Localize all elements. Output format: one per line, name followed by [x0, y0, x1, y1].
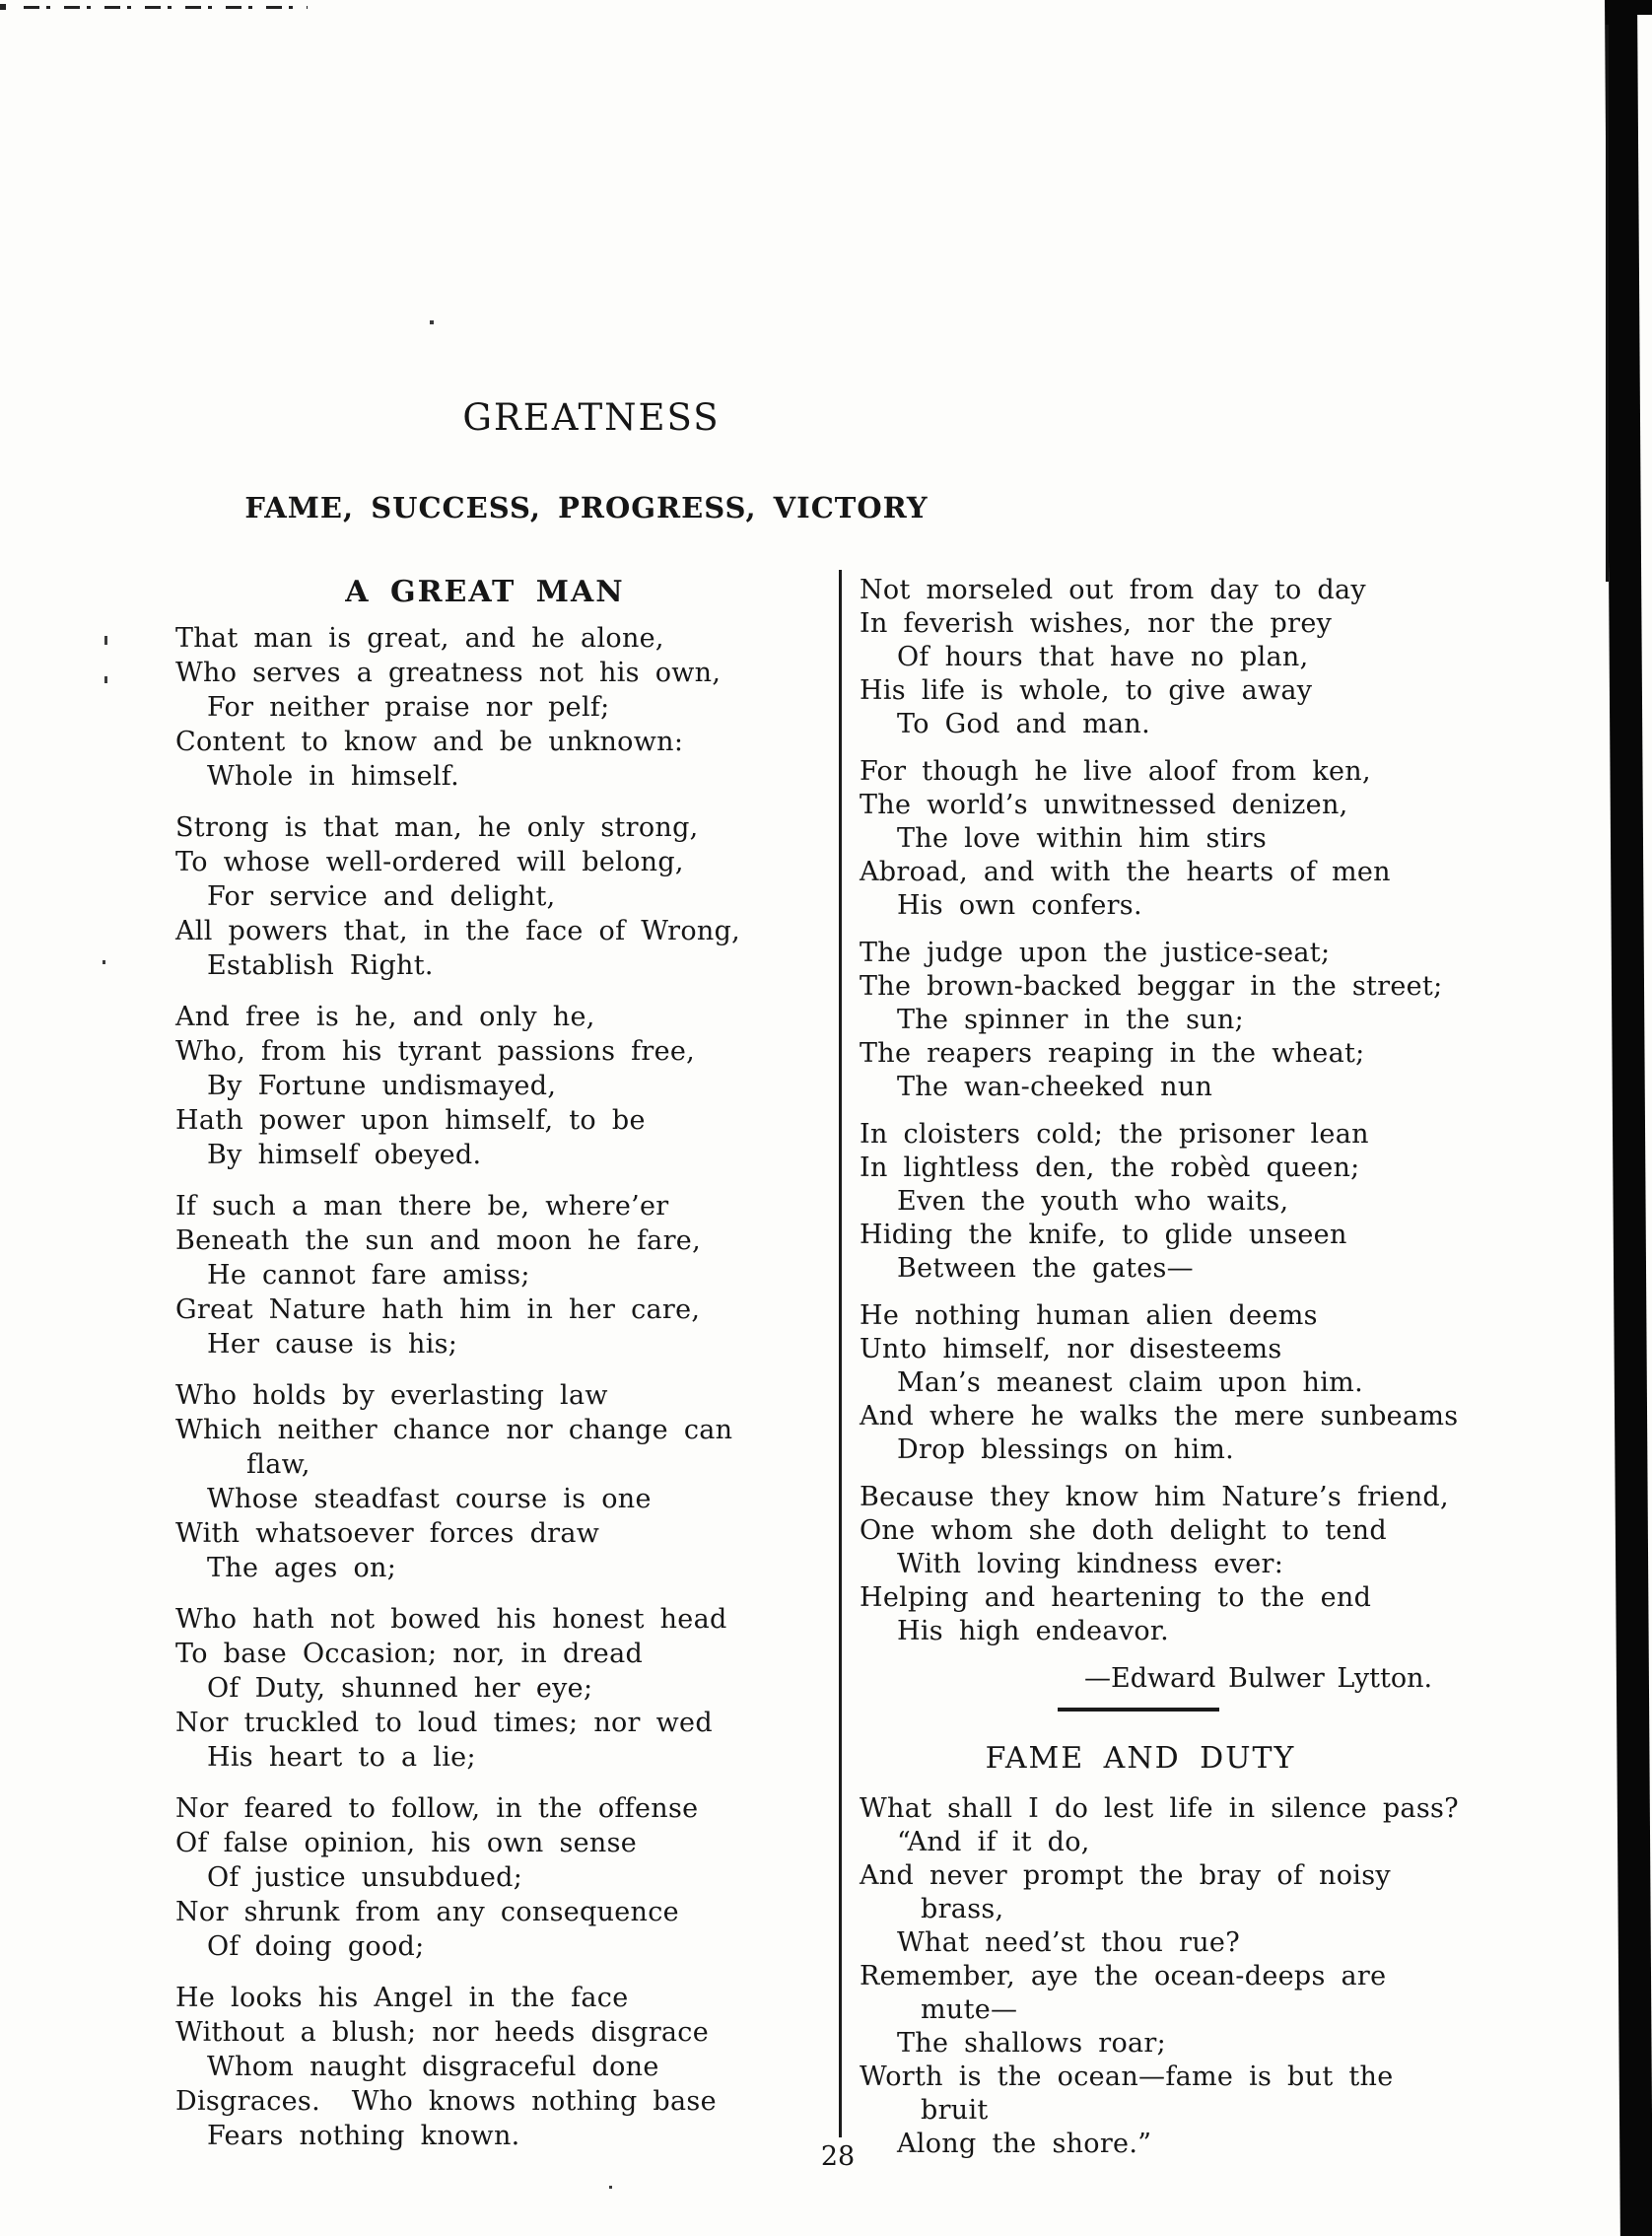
poem-line: Whom naught disgraceful done [207, 2052, 659, 2082]
scan-speck [103, 960, 105, 964]
poem-line: flaw, [246, 1449, 310, 1480]
poem-line: All powers that, in the face of Wrong, [175, 916, 741, 946]
stanza [860, 574, 1498, 741]
poem-line: Of doing good; [207, 1931, 425, 1962]
poem-line: Of hours that have no plan, [897, 642, 1309, 672]
stanza [175, 1602, 794, 1775]
poem-line: What need’st thou rue? [897, 1927, 1240, 1958]
poem-line: The love within him stirs [897, 823, 1268, 854]
page-subtitle: FAME, SUCCESS, PROGRESS, VICTORY [244, 491, 929, 524]
scan-speck [430, 320, 434, 324]
poem-line: Hath power upon himself, to be [175, 1105, 646, 1136]
poem-line: What shall I do lest life in silence pass? [860, 1793, 1459, 1824]
poem-line: The brown-backed beggar in the street; [860, 971, 1443, 1002]
poem-line: To God and man. [897, 709, 1150, 739]
poem-line: The judge upon the justice-seat; [860, 938, 1331, 968]
poem-line: To base Occasion; nor, in dread [175, 1639, 644, 1669]
poem-line: Abroad, and with the hearts of men [860, 857, 1391, 887]
poem-line: Great Nature hath him in her care, [175, 1294, 701, 1325]
poem-line: The reapers reaping in the wheat; [860, 1038, 1365, 1069]
poem-line: The ages on; [207, 1553, 397, 1583]
stanza [860, 1792, 1498, 2161]
poem-line: In feverish wishes, nor the prey [860, 608, 1333, 639]
poem-line: That man is great, and he alone, [175, 623, 664, 654]
page-title: GREATNESS [462, 396, 721, 439]
poem-line: “And if it do, [897, 1827, 1090, 1857]
poem-line: For though he live aloof from ken, [860, 756, 1371, 787]
poem-line: Establish Right. [207, 950, 434, 981]
stanza [860, 937, 1498, 1104]
poem-line: And never prompt the bray of noisy [860, 1860, 1391, 1891]
section-divider-rule [1058, 1708, 1219, 1712]
poem-line: Drop blessings on him. [897, 1434, 1235, 1465]
poem-line: Worth is the ocean—fame is but the [860, 2061, 1394, 2092]
stanza [175, 1378, 794, 1585]
stanza [175, 621, 794, 794]
poem-line: To whose well-ordered will belong, [175, 847, 684, 877]
stanza [175, 1189, 794, 1362]
poem-line: Strong is that man, he only strong, [175, 812, 699, 843]
poem-line: With whatsoever forces draw [175, 1518, 600, 1549]
poem-line: Without a blush; nor heeds disgrace [175, 2017, 710, 2048]
poem-line: Of false opinion, his own sense [175, 1828, 638, 1858]
poem-line: Who hath not bowed his honest head [175, 1604, 727, 1635]
stanza [175, 810, 794, 983]
poem-line: For service and delight, [207, 881, 556, 912]
scan-gutter-shadow-top [1626, 0, 1652, 15]
poem-line: Hiding the knife, to glide unseen [860, 1220, 1347, 1250]
poem-line: mute— [921, 1994, 1018, 2025]
poem-line: Nor truckled to loud times; nor wed [175, 1708, 713, 1738]
stanza [860, 1118, 1498, 1286]
left-column [175, 574, 794, 2170]
poem-line: Which neither chance nor change can [175, 1415, 733, 1445]
poem-line: Fears nothing known. [207, 2121, 520, 2151]
poem-line: In cloisters cold; the prisoner lean [860, 1119, 1369, 1150]
poem-line: By himself obeyed. [207, 1140, 482, 1170]
poem-line: brass, [921, 1894, 1004, 1924]
poem-line: The spinner in the sun; [897, 1005, 1245, 1035]
poem-a-great-man [175, 621, 794, 2153]
poem-line: Who, from his tyrant passions free, [175, 1036, 696, 1067]
poem-line: Who serves a greatness not his own, [175, 658, 722, 688]
scan-gutter-shadow [1605, 0, 1652, 2236]
poem-line: Content to know and be unknown: [175, 727, 684, 757]
stanza [175, 1791, 794, 1964]
poem-a-great-man-continued [860, 574, 1498, 1648]
poem-line: His life is whole, to give away [860, 675, 1313, 706]
stanza [175, 1000, 794, 1172]
poem-line: Of Duty, shunned her eye; [207, 1673, 593, 1704]
poem-line: For neither praise nor pelf; [207, 692, 610, 723]
poem-line: His own confers. [897, 890, 1142, 921]
poem-line: Not morseled out from day to day [860, 575, 1366, 605]
poem-line: Who holds by everlasting law [175, 1380, 608, 1411]
poem-line: Helping and heartening to the end [860, 1582, 1372, 1613]
scan-edge-mark [0, 4, 6, 10]
stanza [860, 755, 1498, 923]
stanza [175, 1981, 794, 2153]
poem-line: Along the shore.” [897, 2129, 1152, 2159]
poem-line: Even the youth who waits, [897, 1186, 1289, 1217]
right-column [860, 574, 1498, 2175]
scan-gutter-hairline [1606, 25, 1609, 582]
scan-speck [104, 636, 107, 645]
poem-line: His high endeavor. [897, 1616, 1170, 1646]
poem-line: If such a man there be, where’er [175, 1191, 669, 1222]
poem-line: Because they know him Nature’s friend, [860, 1482, 1449, 1512]
poem-line: He cannot fare amiss; [207, 1260, 530, 1291]
poem-heading-fame-and-duty: FAME AND DUTY [985, 1741, 1296, 1776]
poem-line: The shallows roar; [897, 2028, 1167, 2059]
poem-line: Beneath the sun and moon he fare, [175, 1225, 701, 1256]
stanza [860, 1481, 1498, 1648]
poem-attribution: —Edward Bulwer Lytton. [1084, 1663, 1433, 1694]
poem-line: The wan-cheeked nun [897, 1072, 1213, 1102]
poem-line: By Fortune undismayed, [207, 1071, 557, 1101]
poem-line: Whose steadfast course is one [207, 1484, 652, 1514]
poem-line: With loving kindness ever: [897, 1549, 1284, 1579]
stanza [860, 1299, 1498, 1467]
poem-line: In lightless den, the robèd queen; [860, 1153, 1360, 1183]
poem-fame-and-duty [860, 1792, 1498, 2161]
poem-line: Of justice unsubdued; [207, 1862, 523, 1893]
top-dashed-line [24, 6, 308, 9]
poem-line: And free is he, and only he, [175, 1002, 595, 1032]
poem-line: He nothing human alien deems [860, 1300, 1318, 1331]
poem-line: One whom she doth delight to tend [860, 1515, 1387, 1546]
poem-line: Whole in himself. [207, 761, 460, 792]
scan-speck [609, 2186, 612, 2189]
poem-line: His heart to a lie; [207, 1742, 476, 1773]
poem-line: He looks his Angel in the face [175, 1983, 629, 2013]
poem-line: Man’s meanest claim upon him. [897, 1367, 1363, 1398]
scan-speck [104, 676, 107, 683]
poem-line: Remember, aye the ocean-deeps are [860, 1961, 1387, 1991]
poem-line: And where he walks the mere sunbeams [860, 1401, 1459, 1432]
poem-line: bruit [921, 2095, 989, 2126]
column-divider-rule [839, 570, 842, 2137]
page-number: 28 [820, 2141, 856, 2172]
poem-line: The world’s unwitnessed denizen, [860, 790, 1348, 820]
poem-line: Between the gates— [897, 1253, 1194, 1284]
poem-line: Disgraces. Who knows nothing base [175, 2086, 717, 2117]
poem-heading-a-great-man: A GREAT MAN [345, 575, 625, 609]
poem-line: Unto himself, nor disesteems [860, 1334, 1282, 1364]
poem-line: Nor shrunk from any consequence [175, 1897, 679, 1927]
poem-line: Her cause is his; [207, 1329, 458, 1360]
poem-line: Nor feared to follow, in the offense [175, 1793, 699, 1824]
